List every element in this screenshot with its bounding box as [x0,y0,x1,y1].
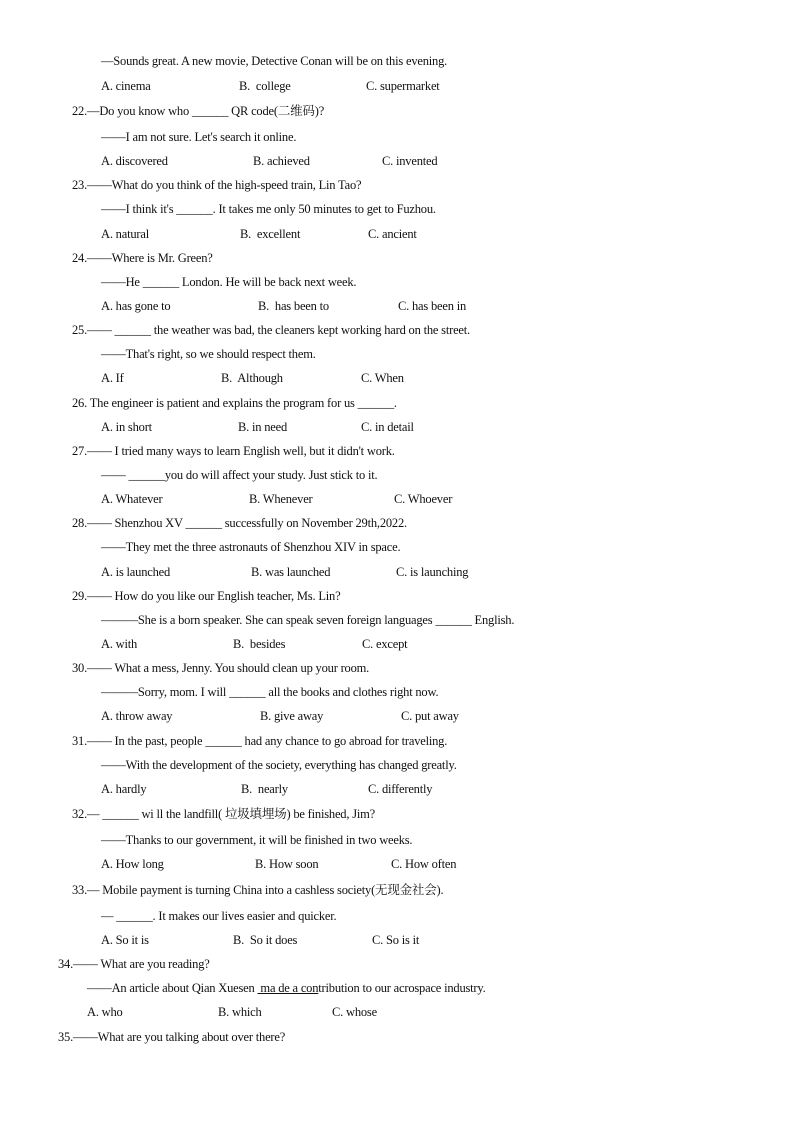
q34-response-post: tribution to our acrospace industry. [318,981,486,995]
q34-question: 34.—— What are you reading? [58,957,210,971]
q28-option-a: A. is launched [101,565,171,579]
q32-option-c: C. How often [391,857,457,871]
q33-option-a: A. So it is [101,933,149,947]
q21-option-c: C. supermarket [366,79,440,93]
q24-option-b: B. has been to [258,299,329,313]
q30-question: 30.—— What a mess, Jenny. You should clean up your room. [72,661,370,675]
q27-question: 27.—— I tried many ways to learn English well, but it didn't work. [72,444,395,458]
q26-option-c: C. in detail [361,420,414,434]
q34-response-pre: ——An article about Qian Xuesen [87,981,258,995]
q22-option-a: A. discovered [101,154,168,168]
q31-option-b: B. nearly [241,782,288,796]
q24-option-a: A. has gone to [101,299,171,313]
q29-response-line: ———She is a born speaker. She can speak seven foreign languages ______ English. [101,613,515,627]
q30-option-c: C. put away [401,709,459,723]
q21-option-b: B. college [239,79,291,93]
q25-option-a: A. If [101,371,124,385]
q31-option-a: A. hardly [101,782,147,796]
q22-response-line: ——I am not sure. Let's search it online. [101,130,297,144]
q21-option-a: A. cinema [101,79,151,93]
q23-option-c: C. ancient [368,227,417,241]
q22-option-c: C. invented [382,154,438,168]
q32-option-a: A. How long [101,857,164,871]
q29-option-a: A. with [101,637,138,651]
q31-option-c: C. differently [368,782,433,796]
q22-option-b: B. achieved [253,154,310,168]
q33-question: 33.— Mobile payment is turning China into a cashless society(无现金社会). [72,883,444,897]
q24-response-line: ——He ______ London. He will be back next week. [101,275,357,289]
q29-question: 29.—— How do you like our English teacher, Ms. Lin? [72,589,341,603]
q23-option-b: B. excellent [240,227,301,241]
q34-option-a: A. who [87,1005,123,1019]
q33-option-c: C. So is it [372,933,420,947]
q30-option-a: A. throw away [101,709,173,723]
q25-option-b: B. Although [221,371,283,385]
q25-option-c: C. When [361,371,404,385]
q25-question: 25.—— ______ the weather was bad, the cleaners kept working hard on the street. [72,323,470,337]
q32-response-line: ——Thanks to our government, it will be finished in two weeks. [101,833,413,847]
q25-response-line: ——That's right, so we should respect them. [101,347,316,361]
q21-response-line: —Sounds great. A new movie, Detective Conan will be on this evening. [101,54,448,68]
q32-option-b: B. How soon [255,857,319,871]
q28-option-c: C. is launching [396,565,469,579]
q34-response-line [87,980,486,996]
q34-option-c: C. whose [332,1005,377,1019]
q27-option-a: A. Whatever [101,492,163,506]
q26-option-a: A. in short [101,420,152,434]
q34-option-b: B. which [218,1005,262,1019]
q24-question: 24.——Where is Mr. Green? [72,251,213,265]
q33-option-b: B. So it does [233,933,298,947]
q27-response-line: —— ______you do will affect your study. Just stick to it. [101,468,378,482]
q32-question: 32.— ______ wi ll the landfill( 垃圾填埋场) be finished, Jim? [72,807,375,821]
q29-option-b: B. besides [233,637,286,651]
q29-option-c: C. except [362,637,408,651]
q23-question: 23.——What do you think of the high-speed train, Lin Tao? [72,178,362,192]
q33-response-line: — ______. It makes our lives easier and quicker. [101,909,337,923]
q34-response-underlined: ma de a con [257,981,319,995]
q22-question: 22.—Do you know who ______ QR code(二维码)? [72,104,325,118]
q28-response-line: ——They met the three astronauts of Shenzhou XIV in space. [101,540,401,554]
q26-question: 26. The engineer is patient and explains the program for us ______. [72,396,397,410]
q27-option-b: B. Whenever [249,492,313,506]
q28-option-b: B. was launched [251,565,331,579]
q26-option-b: B. in need [238,420,288,434]
q23-option-a: A. natural [101,227,149,241]
q30-response-line: ———Sorry, mom. I will ______ all the books and clothes right now. [101,685,439,699]
q24-option-c: C. has been in [398,299,467,313]
q30-option-b: B. give away [260,709,324,723]
q31-response-line: ——With the development of the society, everything has changed greatly. [101,758,457,772]
q35-question: 35.——What are you talking about over there? [58,1030,286,1044]
q23-response-line: ——I think it's ______. It takes me only 50 minutes to get to Fuzhou. [101,202,436,216]
q31-question: 31.—— In the past, people ______ had any chance to go abroad for traveling. [72,734,448,748]
q27-option-c: C. Whoever [394,492,453,506]
q28-question: 28.—— Shenzhou XV ______ successfully on November 29th,2022. [72,516,407,530]
